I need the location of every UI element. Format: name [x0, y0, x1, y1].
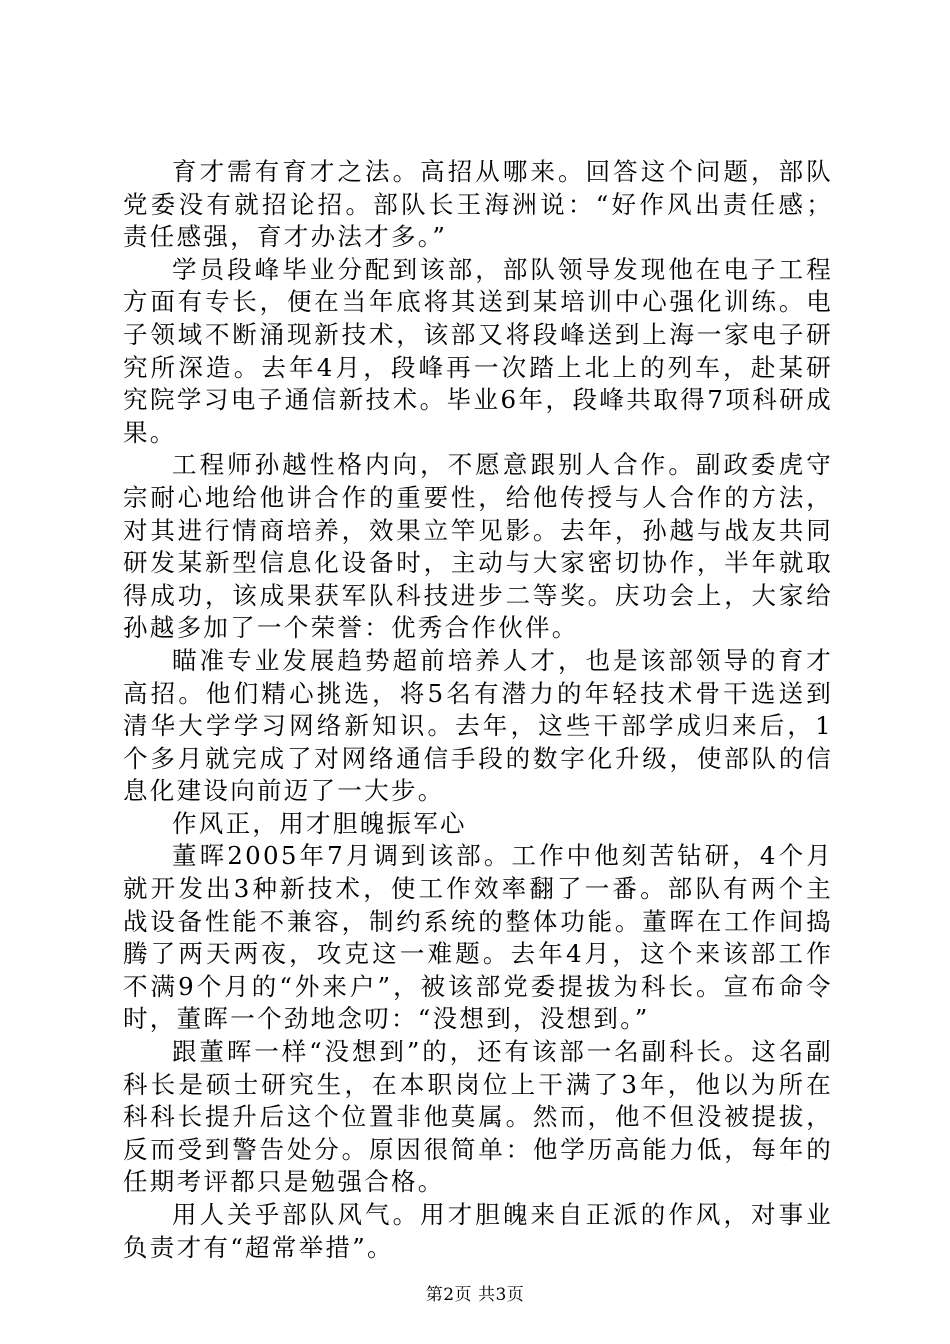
- section-heading: 作风正，用才胆魄振军心: [172, 808, 467, 838]
- paragraph: 用人关乎部队风气。用才胆魄来自正派的作风，对事业负责才有“超常举措”。: [123, 1200, 833, 1262]
- paragraph: 瞄准专业发展趋势超前培养人才，也是该部领导的育才高招。他们精心挑选，将5名有潜力的年轻技术骨干选送到清华大学学习网络新知识。去年，这些干部学成归来后，1个多月就完成了对网络通信手段的数字化升级，使部队的信息化建设向前迈了一大步。: [123, 645, 833, 806]
- paragraph: 学员段峰毕业分配到该部，部队领导发现他在电子工程方面有专长，便在当年底将其送到某培训中心强化训练。电子领域不断涌现新技术，该部又将段峰送到上海一家电子研究所深造。去年4月，段峰再一次踏上北上的列车，赴某研究院学习电子通信新技术。毕业6年，段峰共取得7项科研成果。: [123, 254, 833, 447]
- paragraph: 工程师孙越性格内向，不愿意跟别人合作。副政委虎守宗耐心地给他讲合作的重要性，给他传授与人合作的方法，对其进行情商培养，效果立竿见影。去年，孙越与战友共同研发某新型信息化设备时，主动与大家密切协作，半年就取得成功，该成果获军队科技进步二等奖。庆功会上，大家给孙越多加了一个荣誉：优秀合作伙伴。: [123, 450, 833, 643]
- document-body: [123, 156, 833, 1264]
- paragraph: 董晖2005年7月调到该部。工作中他刻苦钻研，4个月就开发出3种新技术，使工作效率翻了一番。部队有两个主战设备性能不兼容，制约系统的整体功能。董晖在工作间捣腾了两天两夜，攻克这一难题。去年4月，这个来该部工作不满9个月的“外来户”，被该部党委提拔为科长。宣布命令时，董晖一个劲地念叨：“没想到，没想到。”: [123, 841, 833, 1034]
- paragraph: 跟董晖一样“没想到”的，还有该部一名副科长。这名副科长是硕士研究生，在本职岗位上干满了3年，他以为所在科科长提升后这个位置非他莫属。然而，他不但没被提拔，反而受到警告处分。原因很简单：他学历高能力低，每年的任期考评都只是勉强合格。: [123, 1037, 833, 1197]
- page-number-footer: 第2页 共3页: [425, 1285, 525, 1305]
- paragraph: 育才需有育才之法。高招从哪来。回答这个问题，部队党委没有就招论招。部队长王海洲说：“好作风出责任感；责任感强，育才办法才多。”: [123, 157, 833, 252]
